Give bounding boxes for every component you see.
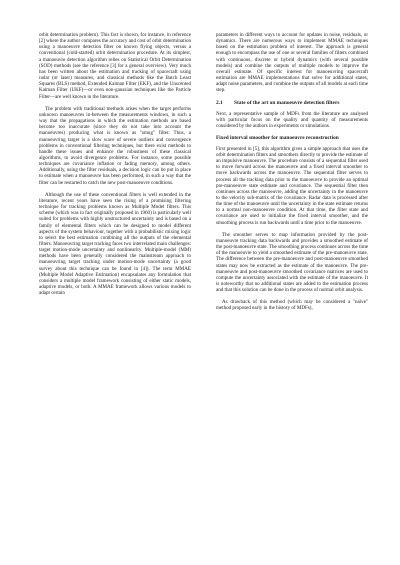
paragraph-smoother-mapping: The smoother serves to map information provided by the post-manoeuvre tracking data backwards and provides a smoothed estimate of the post-manoeuvre state. The smoothing process continues across the time of the manoeuvre to yield a smoothed estimate of the pre-manoeuvre state. The difference between the pre-manoeuvre and post-manoeuvre smoothed states may now be extracted as the estimate of the manoeuvre. The pre-manoeuvre and post-manoeuvre smoothed covariance matrices are used to compute the uncertainty associated with the estimate of the manoeuvre. It is noteworthy that no additional states are added to the estimation process and that this solution can be done in the process of normal orbit analysis. (216, 231, 368, 294)
paragraph-fixed-interval-smoother: First presented in [5], this algorithm gives a simple approach that uses the orbit determination filters and smoothers directly to provide the estimate of an impulsive manoeuvre. The procedure consists of a sequential filter used to move forward across the manoeuvre and a fixed interval smoother to move backwards across the manoeuvre. The sequential filter serves to process all the tracking data prior to the manoeuvre to provide an optimal pre-manoeuvre state estimate and covariance. The sequential filter then continues across the manoeuvre, adding the uncertainty in the manoeuvre to the velocity sub-matrix of the covariance. Radar data is processed after the time of the manoeuvre until the uncertainty in the state estimate returns to a normal non-manoeuvre condition. At that time, the filter state and covariance are used to initialize the fixed interval smoother, and the smoothing process is run backwards until a time prior to the manoeuvre. (216, 145, 368, 226)
paragraph-drawback: As drawback of this method (which may be considered a "naïve" method proposed early in the history of MDFs), (216, 299, 368, 312)
section-number: 2.1 (216, 99, 223, 106)
two-column-body (39, 32, 368, 318)
paragraph-mmae-parameters: parameters in different ways to account for updates in noise, residuals, or dynamics. There are numerous ways to implement MMAE techniques based on the estimation problem of interest. The approach is general enough to encompass the use of one or several families of filters combined with continuous, discrete or hybrid dynamics (with several possible models) and combine the outputs of multiple models to improve the overall estimate. Of specific interest for manoeuvring spacecraft estimation are MMAE implementations that solve for additional states, adapt noise parameters, and combine the outputs of all models at each time step. (216, 32, 368, 94)
left-column (39, 32, 191, 318)
paragraph-orbit-determination: orbit determination problem). This fact is shown, for instance, in reference [2] where the author compares the accuracy and cost of orbit determination using a manoeuvre detection filter on known flying objects, versus a conventional (cold-started) orbit determination procedure. At its simplest, a manoeuvre detection algorithm relies on Statistical Orbit Determination (SOD) methods (see the reference [3] for a general overview). Very much has been written about the estimation and tracking of spacecraft using radar (or laser) measures, and classical methods like the Batch Least Squares (BLS) method, Extended Kalman Filter (EKF), and the Unscented Kalman Filter (UKF)—or even non-gaussian techniques like the Particle Filter—are well known in the literature. (39, 32, 191, 100)
paragraph-traditional-methods: The problem with traditional methods arises when the target performs unknown manoeuvres in-between the measurements windows, in such a way that the propagations in which the estimation methods are based become too inaccurate (since they do not take into account the manoeuvres) producing what is known as "smug" filter. Thus, a manoeuvring target is a slow wave of severe outliers and convergence problems in conventional filtering techniques, but there exist methods to handle these issues and enhance the robustness of these classical algorithms, to avoid divergence problems. For instance, some possible techniques are covariance inflation or fading memory, among others. Additionally, using the filter residuals, a decision logic can be put in place to estimate when a manoeuvre has been performed, in such a way that the filter can be restarted to catch the new post-manoeuvre conditions. (39, 105, 191, 186)
section-heading (216, 100, 368, 106)
section-title: State of the art on manoeuvre detection filters (234, 99, 340, 106)
right-column (216, 32, 368, 318)
paragraph-multiple-model-filters: Although the use of these conventional filters is well extended in the literature, recent years have seen the rising of a promising filtering technique for tracking problems known as Multiple Model filters. This scheme (which was in fact originally proposed in 1960) is particularly well suited for problems with highly unstructured uncertainty and is based on a family of elemental filters which can be designed to model different aspects of the system behaviour, together with a probabilistic mixing logic to select the best estimation combining all the outputs of the elemental filters. Manoeuvring target tracking faces two interrelated main challenges: target motion-mode uncertainty and nonlinearity. Multiple-model (MM) methods have been generally considered the mainstream approach to manoeuvring target tracking under motion-mode uncertainty (a good survey about this technique can be found in [4]). The term MMAE (Multiple Model Adaptive Estimation) encapsulates any formulation that considers a multiple model framework consisting of either static models, adaptive models, or both. A MMAE framework allows various models to adapt certain (39, 191, 191, 297)
subsection-title: Fixed interval smoother for manoeuvre reconstruction (216, 135, 339, 142)
paragraph-section-intro: Next, a representative sample of MDFs from the literature are analysed with particular focus on the quality and quantity of measurements considered by the authors in experiments or simulations. (216, 110, 368, 130)
